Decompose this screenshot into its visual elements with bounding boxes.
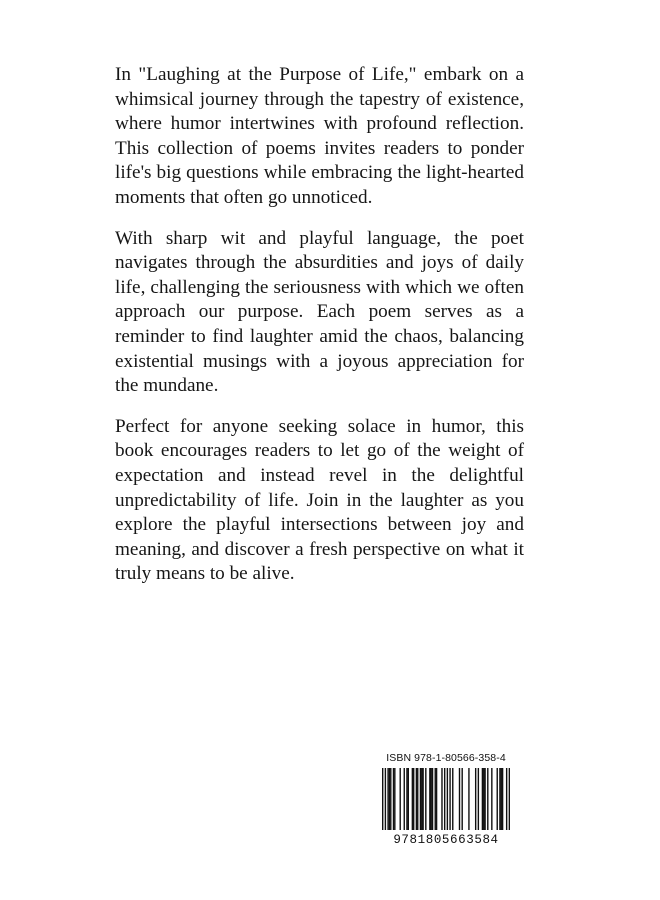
barcode-bar [449,768,450,830]
barcode-bar [389,768,390,830]
barcode-bar [482,768,483,830]
barcode-bar [497,768,498,830]
barcode-bar [447,768,448,830]
barcode-bar [394,768,395,830]
barcode-bar [385,768,386,830]
barcode-bar [506,768,507,830]
barcode-bar [432,768,433,830]
barcode-bar [452,768,453,830]
blurb-paragraph-3: Perfect for anyone seeking solace in humor, this book encourages readers to let go of the weight of expectation and instead revel in the delightful unpredictability of life. Join in the laughter as you explore the playful intersections between joy and meaning, and discover a fresh perspective on what it truly means to be alive. [115,415,524,585]
barcode-bar [406,768,407,830]
barcode-bar [468,768,469,830]
isbn-digits: 9781805663584 [393,833,499,847]
barcode-bar [393,768,394,830]
back-cover-blurb [115,63,524,603]
isbn-barcode-block [380,752,512,847]
barcode-bar [421,768,422,830]
barcode-bar [475,768,476,830]
barcode-bar [436,768,437,830]
barcode-bar [431,768,432,830]
blurb-paragraph-1: In "Laughing at the Purpose of Life," embark on a whimsical journey through the tapestry of existence, where humor intertwines with profound reflection. This collection of poems invites readers to ponder life's big questions while embracing the light-hearted moments that often go unnoticed. [115,64,524,208]
barcode-bar [491,768,492,830]
barcode-bar [387,768,388,830]
barcode-bar [422,768,423,830]
barcode-bar [459,768,460,830]
barcode-bar [413,768,414,830]
barcode-bar [429,768,430,830]
barcode-bar [501,768,502,830]
barcode-bar [484,768,485,830]
barcode-bar [416,768,417,830]
blurb-paragraph-2: With sharp wit and playful language, the poet navigates through the absurdities and joys of daily life, challenging the seriousness with which we often approach our purpose. Each poem serves as a reminder to find laughter amid the chaos, balancing existential musings with a joyous appreciation for the mundane. [115,227,524,397]
barcode-bar [441,768,442,830]
barcode-bar [487,768,488,830]
barcode-bar [420,768,421,830]
barcode-bar [408,768,409,830]
barcode-bar [461,768,462,830]
barcode-bar [382,768,383,830]
barcode-bar [390,768,391,830]
barcode-bar [425,768,426,830]
barcode-bar [435,768,436,830]
barcode-bar [502,768,503,830]
barcode-bar [483,768,484,830]
barcode-bar [417,768,418,830]
barcode-bar [478,768,479,830]
barcode-bar [404,768,405,830]
isbn-label: ISBN 978-1-80566-358-4 [386,752,506,764]
barcode-bar [400,768,401,830]
barcode-bar [412,768,413,830]
barcode-bar [444,768,445,830]
barcode-bar [509,768,510,830]
barcode-image [382,768,510,830]
barcode-bar [499,768,500,830]
